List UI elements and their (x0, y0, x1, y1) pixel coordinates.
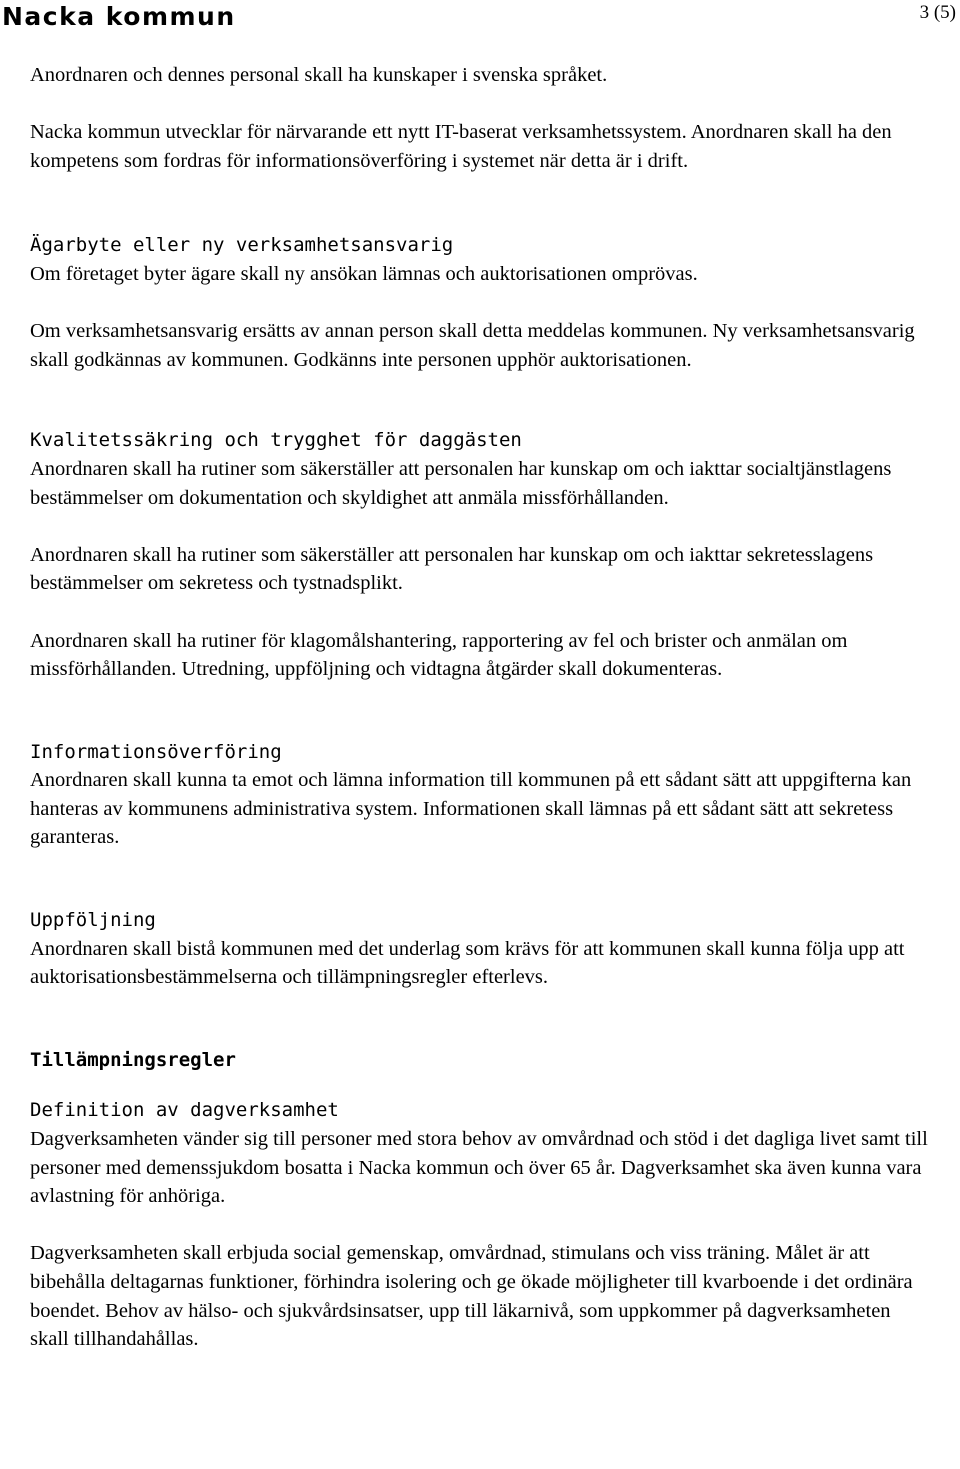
intro-paragraph-language: Anordnaren och dennes personal skall ha kunskaper i svenska språket. (30, 64, 608, 86)
section-heading-rules: Tillämpningsregler (30, 1048, 236, 1071)
information-paragraph: Anordnaren skall kunna ta emot och lämna information till kommunen på ett sådant sätt att uppgifterna kan hanteras av kommunens administrativa system. Informationen skall lämnas på ett sådant sätt att sekretess garanteras. (30, 769, 912, 849)
quality-paragraph-2: Anordnaren skall ha rutiner som säkerställer att personalen har kunskap om och iakttar sekretesslagens bestämmelser om sekretess och tystnadsplikt. (30, 543, 874, 595)
subsection-heading-definition: Definition av dagverksamhet (30, 1099, 339, 1122)
section-heading-followup: Uppföljning (30, 909, 156, 932)
intro-paragraph-it-system: Nacka kommun utvecklar för närvarande ett nytt IT-baserat verksamhetssystem. Anordnaren skall ha den kompetens som fordras för informationsöverföring i systemet när detta är i drift. (30, 121, 892, 172)
rules-paragraph-1: Dagverksamheten vänder sig till personer med stora behov av omvårdnad och stöd i det dagliga livet samt till personer med demenssjukdom bosatta i Nacka kommun och över 65 år. Dagverksamhet ska även kunna vara avlastning för anhöriga. (30, 1128, 928, 1208)
section-heading-ownership: Ägarbyte eller ny verksamhetsansvarig (30, 234, 454, 257)
page-number: 3 (5) (919, 2, 956, 23)
section-heading-quality: Kvalitetssäkring och trygghet för daggästen (30, 429, 522, 452)
rules-paragraph-2: Dagverksamheten skall erbjuda social gemenskap, omvårdnad, stimulans och viss träning. Målet är att bibehålla deltagarnas funktioner, förhindra isolering och ge ökade möjligheter till kvarboende i det ordinära boendet. Behov av hälso- och sjukvårdsinsatser, upp till läkarnivå, som uppkommer på dagverksamheten skall tillhandahållas. (30, 1242, 913, 1351)
ownership-paragraph-2: Om verksamhetsansvarig ersätts av annan person skall detta meddelas kommunen. Ny verksamhetsansvarig skall godkännas av kommunen. Godkänns inte personen upphör auktorisationen. (30, 320, 915, 371)
followup-paragraph: Anordnaren skall bistå kommunen med det underlag som krävs för att kommunen skall kunna följa upp att auktorisationsbestämmelserna och tillämpningsregler efterlevs. (30, 937, 905, 989)
quality-paragraph-3: Anordnaren skall ha rutiner för klagomålshantering, rapportering av fel och brister och anmälan om missförhållanden. Utredning, uppföljning och vidtagna åtgärder skall dokumenteras. (30, 629, 848, 681)
document-body (30, 61, 930, 1354)
quality-paragraph-1: Anordnaren skall ha rutiner som säkerställer att personalen har kunskap om och iakttar socialtjänstlagens bestämmelser om dokumentation och skyldighet att anmäla missförhållanden. (30, 457, 892, 509)
section-heading-information: Informationsöverföring (30, 740, 282, 763)
ownership-paragraph-1: Om företaget byter ägare skall ny ansökan lämnas och auktorisationen omprövas. (30, 262, 698, 285)
header-title: Nacka kommun (2, 2, 236, 31)
